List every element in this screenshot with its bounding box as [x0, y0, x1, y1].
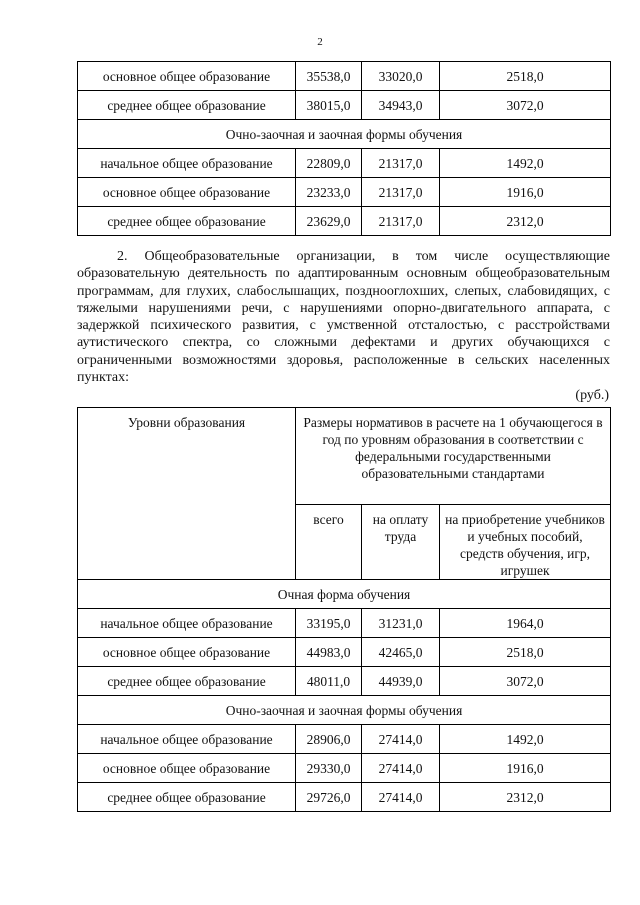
textbooks-cell: 1492,0	[440, 149, 611, 178]
total-cell: 44983,0	[296, 638, 362, 667]
textbooks-header: на приобретение учебников и учебных пособий, средств обучения, игр, игрушек	[440, 505, 611, 580]
total-cell: 22809,0	[296, 149, 362, 178]
salary-cell: 21317,0	[362, 178, 440, 207]
table-row	[78, 609, 611, 638]
norms-header: Размеры нормативов в расчете на 1 обучающегося в год по уровням образования в соответствии с федеральными государственными образовательными стандартами	[296, 408, 611, 505]
table-row	[78, 725, 611, 754]
salary-cell: 27414,0	[362, 754, 440, 783]
norms-table-rural	[77, 407, 611, 812]
levels-header: Уровни образования	[78, 408, 296, 580]
table-row	[78, 149, 611, 178]
textbooks-cell: 2518,0	[440, 638, 611, 667]
header-row	[78, 408, 611, 505]
textbooks-cell: 1916,0	[440, 178, 611, 207]
total-cell: 23629,0	[296, 207, 362, 236]
salary-cell: 31231,0	[362, 609, 440, 638]
salary-cell: 33020,0	[362, 62, 440, 91]
salary-cell: 27414,0	[362, 725, 440, 754]
textbooks-cell: 2518,0	[440, 62, 611, 91]
section-row	[78, 580, 611, 609]
textbooks-cell: 2312,0	[440, 783, 611, 812]
level-cell: основное общее образование	[78, 178, 296, 207]
level-cell: начальное общее образование	[78, 725, 296, 754]
total-cell: 33195,0	[296, 609, 362, 638]
section-row	[78, 120, 611, 149]
table-row	[78, 754, 611, 783]
table-row	[78, 91, 611, 120]
total-header: всего	[296, 505, 362, 580]
level-cell: основное общее образование	[78, 638, 296, 667]
norms-table-continued	[77, 61, 611, 236]
table-row	[78, 207, 611, 236]
table-row	[78, 667, 611, 696]
total-cell: 29726,0	[296, 783, 362, 812]
table-row	[78, 638, 611, 667]
textbooks-cell: 1492,0	[440, 725, 611, 754]
salary-cell: 44939,0	[362, 667, 440, 696]
total-cell: 38015,0	[296, 91, 362, 120]
level-cell: основное общее образование	[78, 62, 296, 91]
section-row	[78, 696, 611, 725]
textbooks-cell: 2312,0	[440, 207, 611, 236]
textbooks-cell: 1964,0	[440, 609, 611, 638]
table-row	[78, 62, 611, 91]
salary-cell: 21317,0	[362, 149, 440, 178]
total-cell: 48011,0	[296, 667, 362, 696]
salary-cell: 42465,0	[362, 638, 440, 667]
level-cell: среднее общее образование	[78, 667, 296, 696]
textbooks-cell: 1916,0	[440, 754, 611, 783]
table-row	[78, 178, 611, 207]
total-cell: 29330,0	[296, 754, 362, 783]
section-paragraph: 2. Общеобразовательные организации, в том числе осуществляющие образовательную деятельность по адаптированным основным общеобразовательным программам, для глухих, слабослышащих, позднооглохших, слепых, слабовидящих, с тяжелыми нарушениями речи, с нарушениями опорно-двигательного аппарата, с задержкой психического развития, с умственной отсталостью, с расстройствами аутистического спектра, со сложными дефектами и других обучающихся с ограниченными возможностями здоровья, расположенные в сельских населенных пунктах:	[77, 249, 610, 386]
total-cell: 28906,0	[296, 725, 362, 754]
textbooks-cell: 3072,0	[440, 667, 611, 696]
level-cell: среднее общее образование	[78, 783, 296, 812]
page-number: 2	[317, 36, 323, 48]
total-cell: 23233,0	[296, 178, 362, 207]
salary-cell: 21317,0	[362, 207, 440, 236]
units-label: (руб.)	[575, 388, 609, 403]
level-cell: начальное общее образование	[78, 149, 296, 178]
table-row	[78, 783, 611, 812]
level-cell: среднее общее образование	[78, 91, 296, 120]
salary-cell: 27414,0	[362, 783, 440, 812]
section-header: Очно-заочная и заочная формы обучения	[78, 696, 611, 725]
total-cell: 35538,0	[296, 62, 362, 91]
textbooks-cell: 3072,0	[440, 91, 611, 120]
salary-cell: 34943,0	[362, 91, 440, 120]
level-cell: основное общее образование	[78, 754, 296, 783]
section-header: Очно-заочная и заочная формы обучения	[78, 120, 611, 149]
salary-header: на оплату труда	[362, 505, 440, 580]
level-cell: начальное общее образование	[78, 609, 296, 638]
section-header: Очная форма обучения	[78, 580, 611, 609]
level-cell: среднее общее образование	[78, 207, 296, 236]
